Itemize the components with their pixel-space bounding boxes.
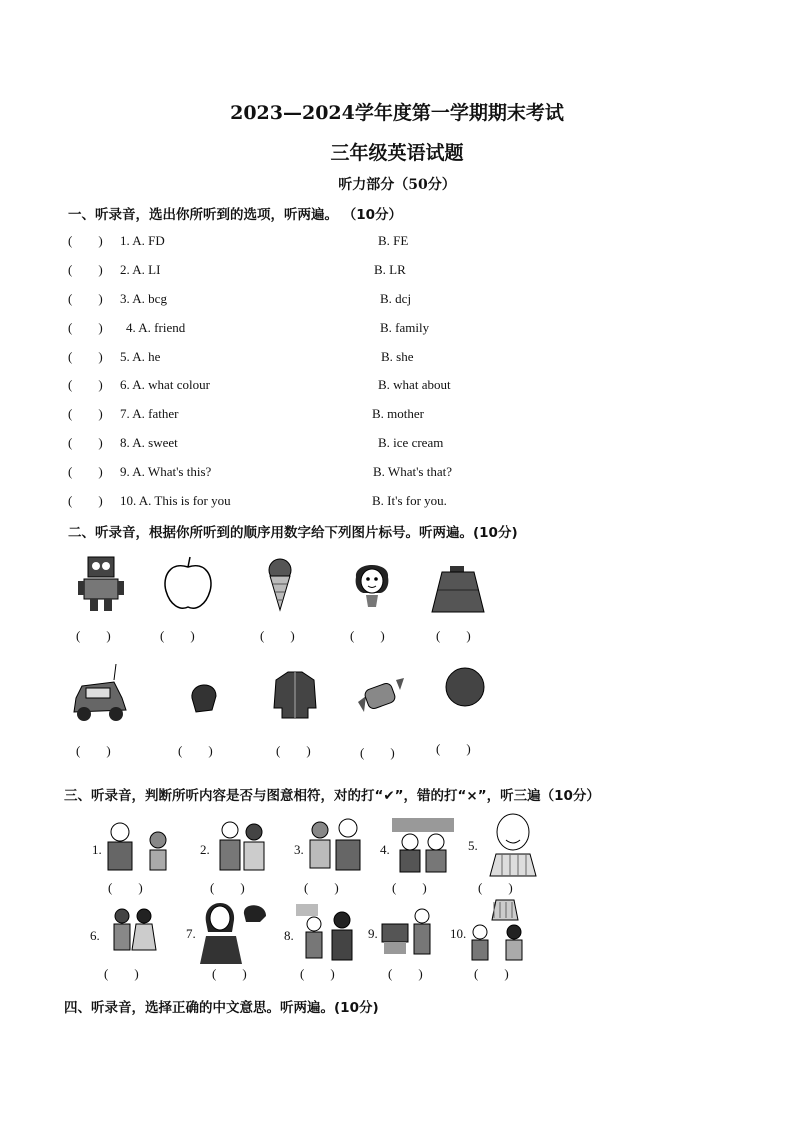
question-option-a: 6. A. what colour: [120, 377, 210, 392]
answer-blank[interactable]: ( ): [68, 493, 103, 508]
picture-2-icon: [212, 818, 272, 878]
answer-blank[interactable]: ( ): [68, 233, 103, 248]
picture-label: 10.: [450, 926, 467, 941]
picture-label: 2.: [200, 842, 210, 857]
picture-10-icon: [466, 898, 530, 964]
answer-blank[interactable]: ( ): [68, 349, 103, 364]
question-option-a: 3. A. bcg: [120, 291, 167, 306]
picture-9-icon: [378, 902, 438, 962]
question-option-a: 4. A. friend: [126, 320, 186, 335]
section2-heading: 二、听录音，根据你所听到的顺序用数字给下列图片标号。听两遍。(10分): [68, 525, 518, 541]
answer-blank[interactable]: ( ): [300, 966, 335, 981]
question-option-a: 7. A. father: [120, 406, 179, 421]
question-option-b: B. she: [381, 349, 414, 364]
answer-blank[interactable]: ( ): [108, 880, 143, 895]
answer-blank[interactable]: ( ): [260, 628, 295, 643]
question-option-b: B. FE: [378, 233, 409, 248]
answer-blank[interactable]: ( ): [304, 880, 339, 895]
answer-blank[interactable]: ( ): [76, 743, 111, 758]
candy-icon: [356, 672, 406, 716]
question-option-a: 9. A. What's this?: [120, 464, 212, 479]
answer-blank[interactable]: ( ): [276, 743, 311, 758]
picture-label: 7.: [186, 926, 196, 941]
bag-icon: [430, 560, 486, 618]
section4-heading: 四、听录音，选择正确的中文意思。听两遍。(10分): [64, 1000, 379, 1016]
picture-3-icon: [304, 816, 366, 876]
answer-blank[interactable]: ( ): [436, 628, 471, 643]
answer-blank[interactable]: ( ): [212, 966, 247, 981]
picture-label: 8.: [284, 928, 294, 943]
answer-blank[interactable]: ( ): [68, 464, 103, 479]
section3-heading: 三、听录音，判断所听内容是否与图意相符，对的打“✔”，错的打“×”，听三遍（10分）: [64, 788, 600, 804]
exam-title: 2023—2024学年度第一学期期末考试: [230, 102, 564, 124]
answer-blank[interactable]: ( ): [210, 880, 245, 895]
question-option-a: 5. A. he: [120, 349, 161, 364]
robot-icon: [76, 553, 126, 613]
answer-blank[interactable]: ( ): [68, 291, 103, 306]
question-option-b: B. LR: [374, 262, 406, 277]
question-option-b: B. what about: [378, 377, 451, 392]
answer-blank[interactable]: ( ): [436, 741, 471, 756]
picture-8-icon: [294, 902, 360, 964]
picture-4-icon: [390, 816, 456, 876]
picture-label: 5.: [468, 838, 478, 853]
ice-cream-icon: [266, 558, 294, 612]
answer-blank[interactable]: ( ): [68, 435, 103, 450]
picture-1-icon: [102, 820, 174, 878]
question-option-b: B. It's for you.: [372, 493, 447, 508]
answer-blank[interactable]: ( ): [160, 628, 195, 643]
question-option-a: 8. A. sweet: [120, 435, 178, 450]
answer-blank[interactable]: ( ): [350, 628, 385, 643]
question-option-b: B. family: [380, 320, 430, 335]
picture-label: 4.: [380, 842, 390, 857]
picture-label: 3.: [294, 842, 304, 857]
answer-blank[interactable]: ( ): [388, 966, 423, 981]
answer-blank[interactable]: ( ): [360, 745, 395, 760]
cap-icon: [186, 678, 220, 714]
answer-blank[interactable]: ( ): [76, 628, 111, 643]
picture-label: 9.: [368, 926, 378, 941]
jacket-icon: [272, 668, 318, 720]
listening-part-label: 听力部分（50分）: [338, 177, 456, 193]
question-option-a: 1. A. FD: [120, 233, 165, 248]
question-option-b: B. What's that?: [373, 464, 453, 479]
girl-icon: [350, 557, 394, 609]
picture-label: 1.: [92, 842, 102, 857]
picture-5-icon: [484, 810, 542, 878]
answer-blank[interactable]: ( ): [392, 880, 427, 895]
exam-subtitle: 三年级英语试题: [330, 142, 464, 164]
question-option-b: B. mother: [372, 406, 424, 421]
answer-blank[interactable]: ( ): [68, 262, 103, 277]
answer-blank[interactable]: ( ): [68, 406, 103, 421]
car-icon: [70, 662, 130, 724]
picture-7-icon: [196, 892, 272, 966]
picture-label: 6.: [90, 928, 100, 943]
section1-heading: 一、听录音，选出你所听到的选项，听两遍。 （10分）: [68, 207, 402, 223]
picture-6-icon: [108, 904, 158, 966]
question-option-b: B. ice cream: [378, 435, 444, 450]
ball-icon: [444, 666, 486, 708]
apple-icon: [160, 555, 216, 613]
answer-blank[interactable]: ( ): [478, 880, 513, 895]
question-option-a: 2. A. LI: [120, 262, 161, 277]
answer-blank[interactable]: ( ): [68, 377, 103, 392]
answer-blank[interactable]: ( ): [104, 966, 139, 981]
answer-blank[interactable]: ( ): [68, 320, 103, 335]
question-option-b: B. dcj: [380, 291, 412, 306]
answer-blank[interactable]: ( ): [474, 966, 509, 981]
question-option-a: 10. A. This is for you: [120, 493, 231, 508]
answer-blank[interactable]: ( ): [178, 743, 213, 758]
